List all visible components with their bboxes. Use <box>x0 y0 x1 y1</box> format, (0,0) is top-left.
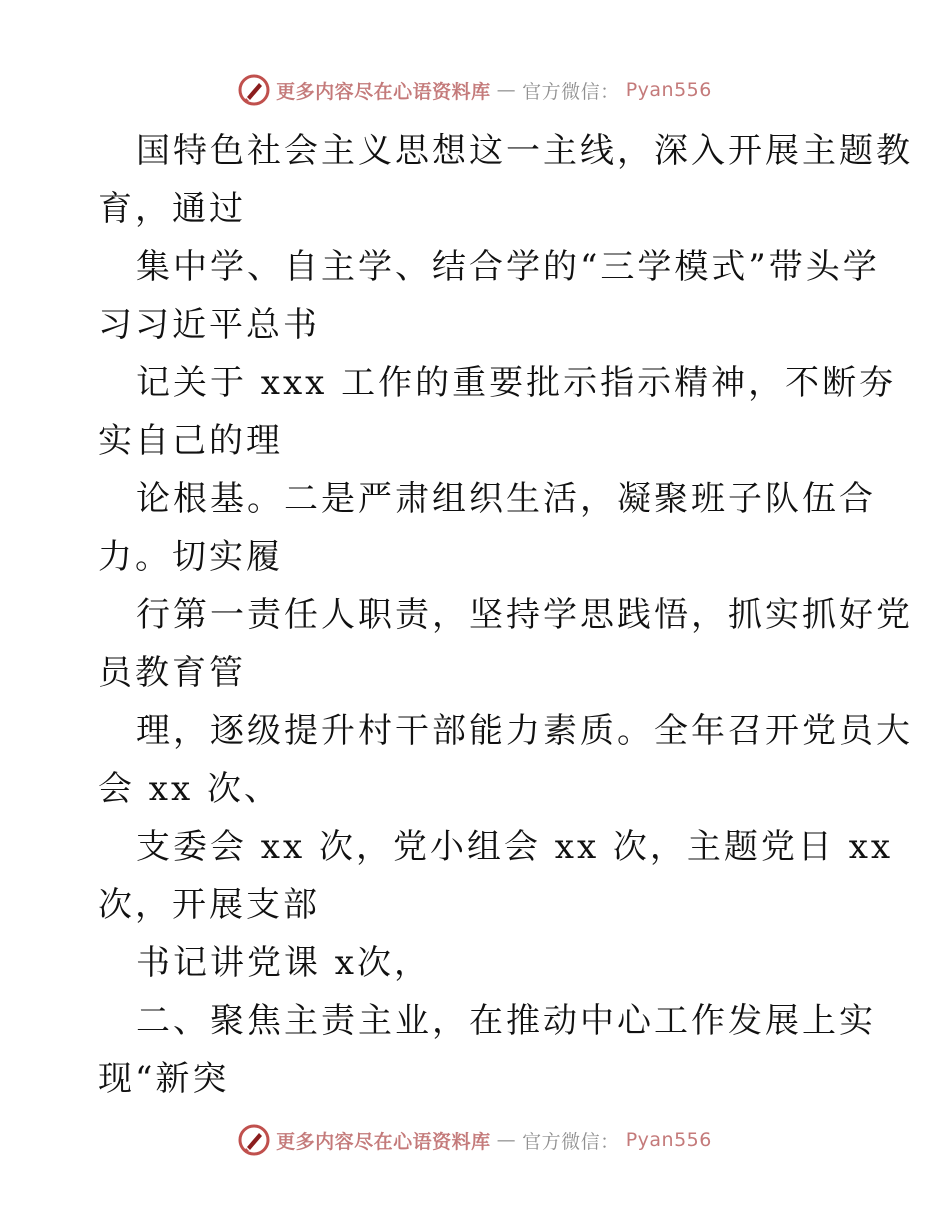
watermark-wechat-id: Pyan556 <box>625 1129 712 1151</box>
watermark-dash: — <box>496 1129 517 1151</box>
text-line: 记关于 xxx 工作的重要批示指示精神，不断夯 <box>136 363 897 403</box>
watermark-wechat-label: 官方微信： <box>522 1130 620 1153</box>
header-watermark <box>0 70 950 110</box>
text-line: 员教育管 <box>98 653 246 693</box>
watermark-dash: — <box>496 79 517 101</box>
text-line: 理，逐级提升村干部能力素质。全年召开党员大 <box>136 711 913 751</box>
text-line: 力。切实履 <box>98 537 283 577</box>
brush-logo-icon <box>238 1124 270 1156</box>
brush-logo-icon <box>238 74 270 106</box>
text-line: 行第一责任人职责，坚持学思践悟，抓实抓好党 <box>136 595 913 635</box>
text-line: 国特色社会主义思想这一主线，深入开展主题教 <box>136 131 913 171</box>
text-line: 实自己的理 <box>98 421 283 461</box>
text-line: 现“新突 <box>98 1059 230 1099</box>
section-heading-line: 二、聚焦主责主业，在推动中心工作发展上实 <box>136 1001 876 1041</box>
watermark-title: 更多内容尽在心语资料库 <box>276 1130 491 1153</box>
text-line: 支委会 xx 次，党小组会 xx 次，主题党日 xx <box>136 827 894 867</box>
text-line: 书记讲党课 x次， <box>136 943 431 983</box>
text-line: 次，开展支部 <box>98 885 320 925</box>
watermark-wechat-id: Pyan556 <box>625 79 712 101</box>
document-body <box>98 122 913 1108</box>
text-line: 集中学、自主学、结合学的“三学模式”带头学 <box>136 247 880 287</box>
footer-watermark <box>0 1120 950 1160</box>
text-line: 育，通过 <box>98 189 246 229</box>
watermark-wechat-label: 官方微信： <box>522 80 620 103</box>
text-line: 习习近平总书 <box>98 305 320 345</box>
text-line: 论根基。二是严肃组织生活，凝聚班子队伍合 <box>136 479 876 519</box>
text-line: 会 xx 次、 <box>98 769 281 809</box>
watermark-title: 更多内容尽在心语资料库 <box>276 80 491 103</box>
